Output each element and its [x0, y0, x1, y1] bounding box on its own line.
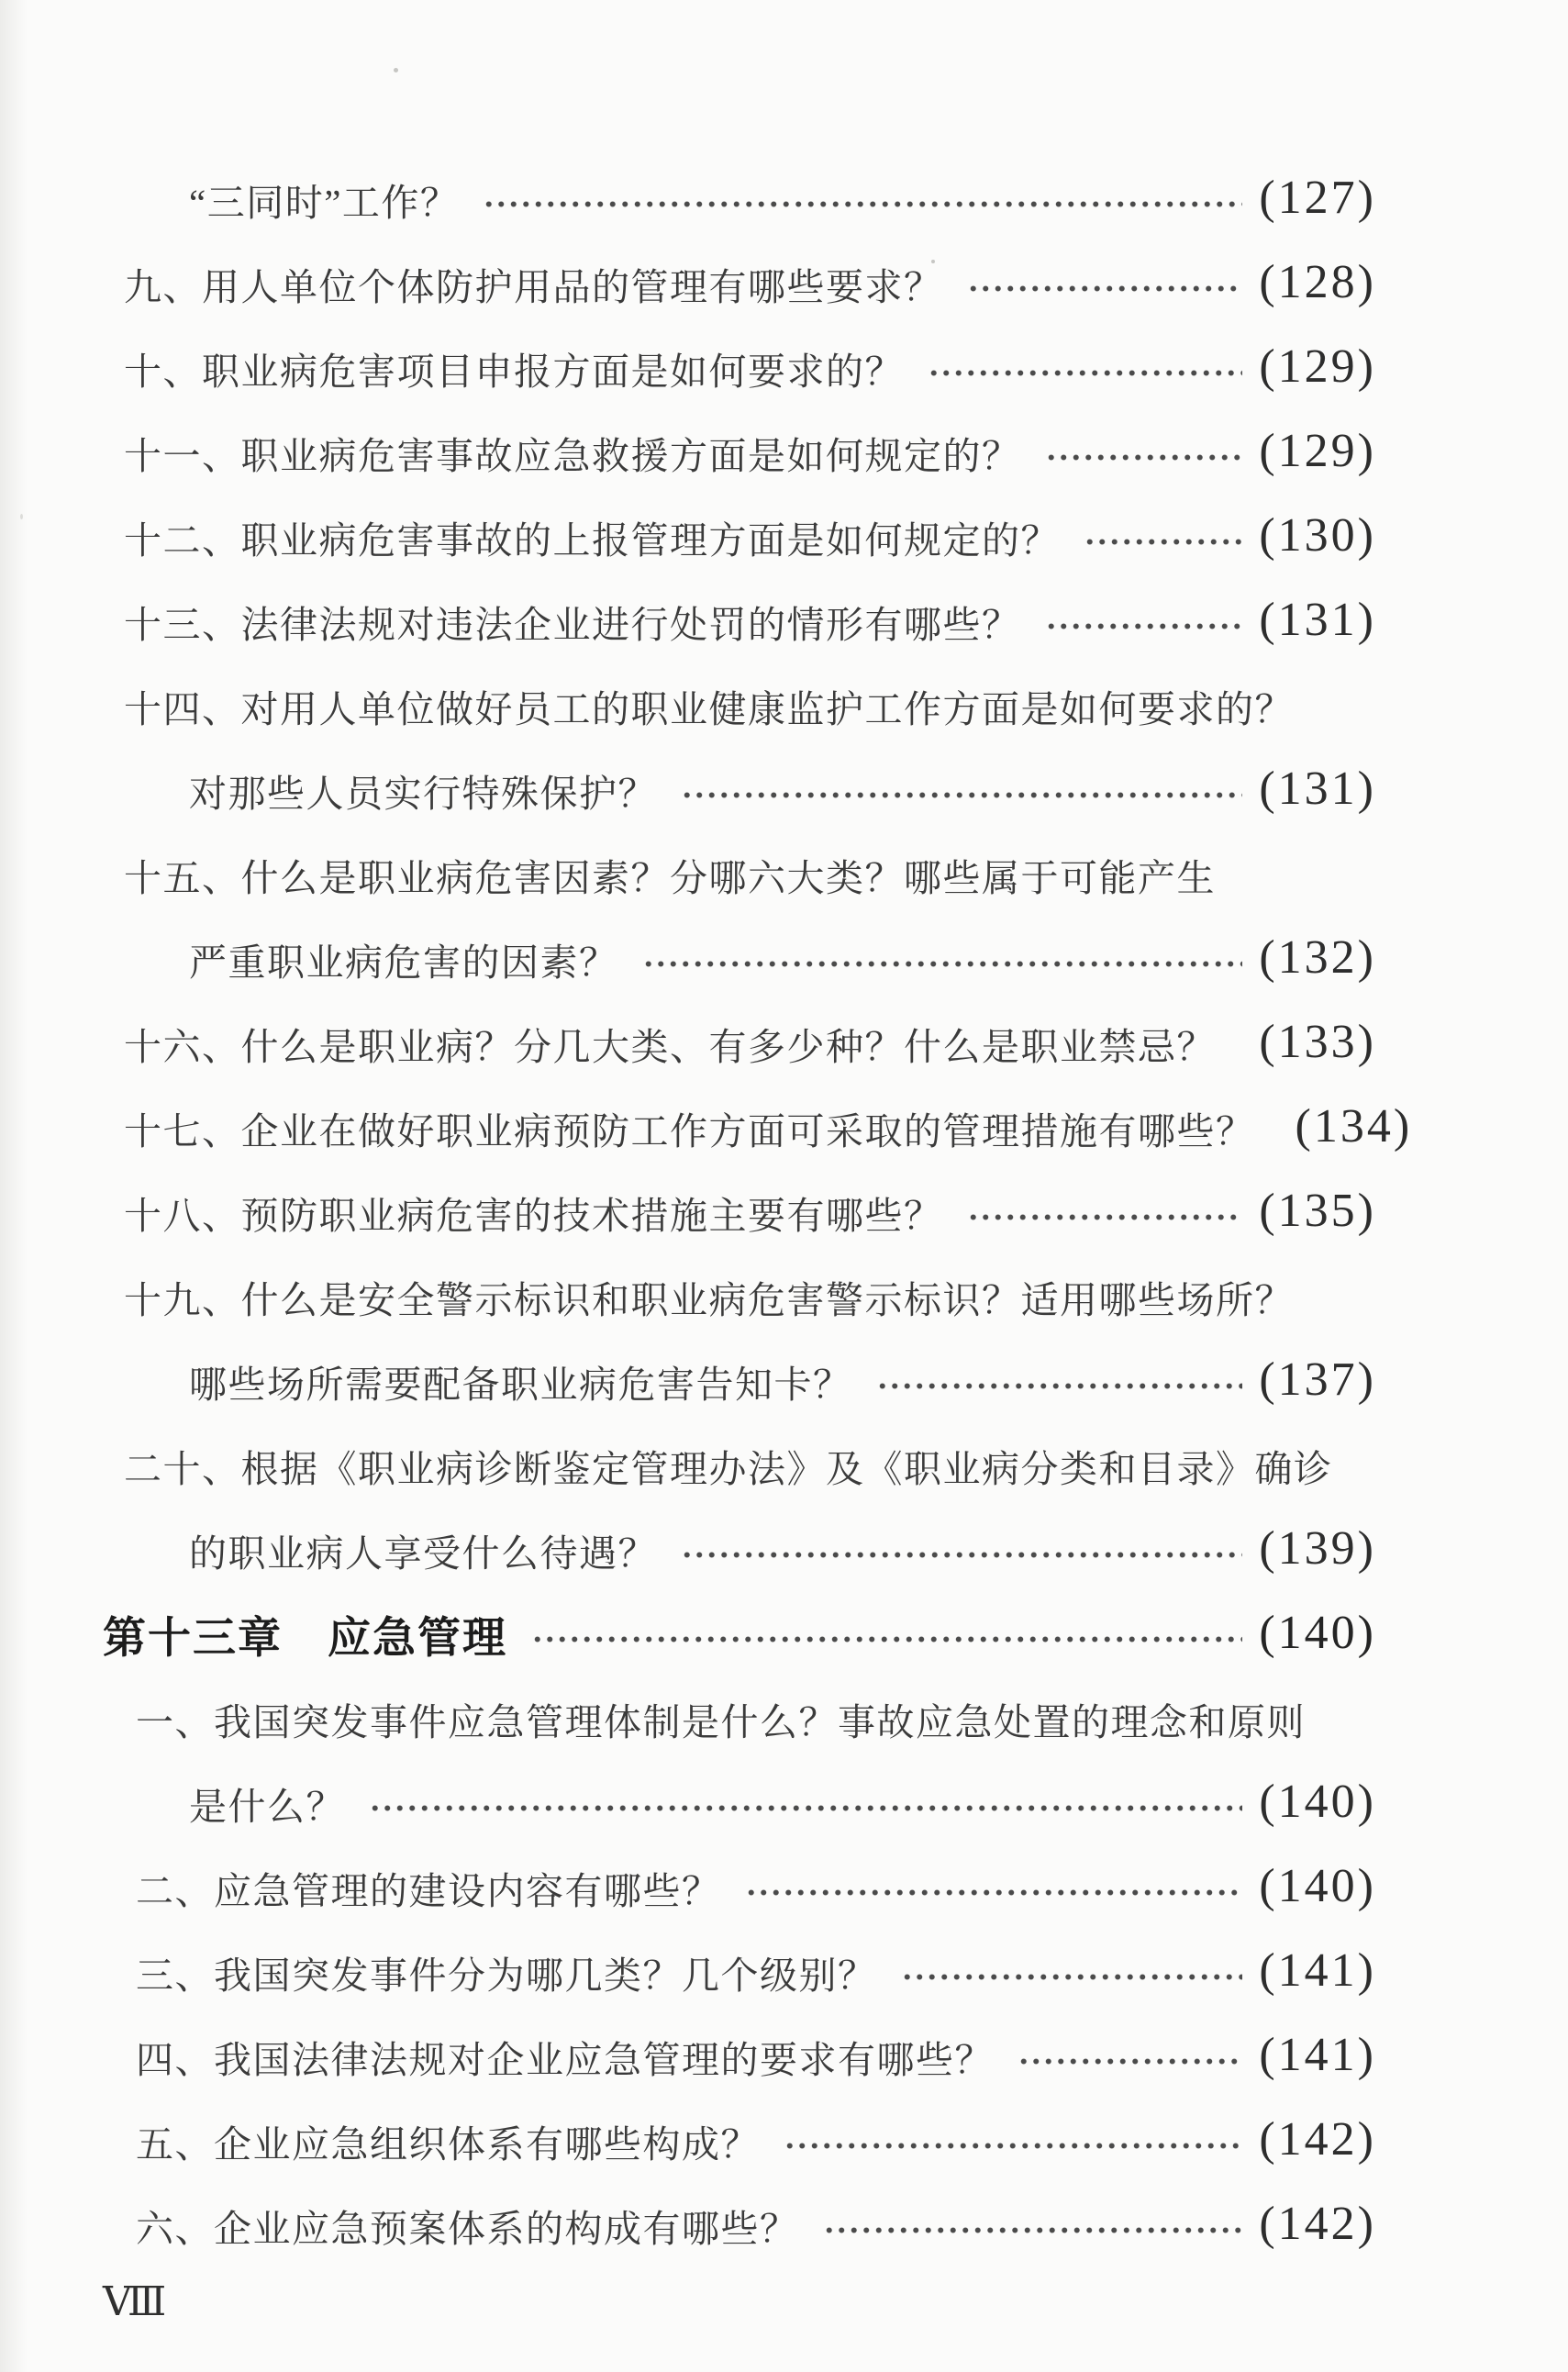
- toc-entry-text: 十一、职业病危害事故应急救援方面是如何规定的？: [124, 434, 1021, 477]
- page-number: (127): [1259, 171, 1376, 224]
- toc-entry-text: 四、我国法律法规对企业应急管理的要求有哪些？: [136, 2038, 994, 2081]
- toc-entry-text: 十、职业病危害项目申报方面是如何要求的？: [124, 350, 904, 393]
- toc-entry-text: 哪些场所需要配备职业病危害告知卡？: [189, 1363, 852, 1406]
- page-number: (137): [1259, 1353, 1376, 1406]
- toc-entry-row: [0, 1423, 1568, 1508]
- dot-leader: [369, 1802, 1242, 1814]
- page-number: (140): [1259, 1859, 1376, 1912]
- toc-entry-row: [0, 1086, 1568, 1170]
- toc-entry-row: [0, 326, 1568, 410]
- dot-leader: [823, 2224, 1243, 2236]
- toc-entry-row: [0, 2183, 1568, 2267]
- toc-entry-text: 十四、对用人单位做好员工的职业健康监护工作方面是如何要求的？: [124, 687, 1294, 730]
- toc-entry-row: [0, 157, 1568, 241]
- toc-entry-row: [0, 1761, 1568, 1845]
- toc-entry-text: 十三、法律法规对违法企业进行处罚的情形有哪些？: [124, 603, 1021, 646]
- toc-entry-text: 九、用人单位个体防护用品的管理有哪些要求？: [124, 265, 943, 308]
- page-footer-number: Ⅷ: [103, 2279, 167, 2324]
- page-number: (131): [1259, 762, 1376, 815]
- toc-entry-text: 一、我国突发事件应急管理体制是什么？事故应急处置的理念和原则: [136, 1700, 1306, 1743]
- toc-entry-text: 五、企业应急组织体系有哪些构成？: [136, 2122, 760, 2166]
- toc-entry-text: “三同时”工作？: [189, 181, 460, 224]
- toc-entry-row: [0, 1001, 1568, 1086]
- dot-leader: [681, 1549, 1242, 1561]
- dot-leader: [642, 958, 1243, 970]
- toc-entry-text: 十六、什么是职业病？分几大类、有多少种？什么是职业禁忌？: [124, 1025, 1216, 1068]
- dot-leader: [1045, 451, 1243, 463]
- toc-entry-row: [0, 832, 1568, 917]
- page-number: (131): [1259, 593, 1376, 646]
- dot-leader: [928, 367, 1242, 379]
- toc-entry-text: 十七、企业在做好职业病预防工作方面可采取的管理措施有哪些？: [124, 1109, 1255, 1153]
- toc-chapter-row: [0, 1592, 1568, 1676]
- dot-leader: [901, 1971, 1243, 1983]
- dot-leader: [531, 1633, 1242, 1645]
- toc-entry-row: [0, 1508, 1568, 1592]
- toc-entry-text: 二十、根据《职业病诊断鉴定管理办法》及《职业病分类和目录》确诊: [124, 1447, 1333, 1490]
- toc-entry-text: 十八、预防职业病危害的技术措施主要有哪些？: [124, 1194, 943, 1237]
- toc-entry-row: [0, 241, 1568, 326]
- page-number: (133): [1259, 1015, 1376, 1068]
- toc-entry-row: [0, 1339, 1568, 1423]
- page-number: (130): [1259, 508, 1376, 562]
- toc-entry-row: [0, 410, 1568, 495]
- toc-entry-row: [0, 2014, 1568, 2099]
- dot-leader: [681, 789, 1242, 801]
- toc-entry-row: [0, 1930, 1568, 2014]
- dot-leader: [1018, 2055, 1242, 2067]
- toc-entry-row: [0, 1254, 1568, 1339]
- dot-leader: [745, 1887, 1243, 1899]
- dot-leader: [1240, 1042, 1242, 1054]
- dot-leader: [967, 283, 1243, 295]
- toc-entry-text: 第十三章 应急管理: [103, 1614, 507, 1663]
- toc-entry-text: 三、我国突发事件分为哪几类？几个级别？: [136, 1954, 877, 1997]
- toc-entry-text: 十二、职业病危害事故的上报管理方面是如何规定的？: [124, 518, 1060, 562]
- toc-entry-text: 的职业病人享受什么待遇？: [189, 1531, 657, 1575]
- page-number: (140): [1259, 1775, 1376, 1828]
- toc-entry-row: [0, 663, 1568, 748]
- page-number: (142): [1259, 2112, 1376, 2166]
- dot-leader: [1084, 536, 1242, 548]
- dot-leader: [967, 1211, 1243, 1223]
- toc-entry-row: [0, 579, 1568, 663]
- page-number: (141): [1259, 2028, 1376, 2081]
- page-number: (134): [1295, 1099, 1413, 1153]
- page-number: (140): [1259, 1606, 1376, 1659]
- dot-leader: [483, 198, 1242, 210]
- page-number: (128): [1259, 255, 1376, 308]
- page-number: (139): [1259, 1521, 1376, 1575]
- toc-entry-row: [0, 917, 1568, 1001]
- toc-entry-text: 十九、什么是安全警示标识和职业病危害警示标识？适用哪些场所？: [124, 1278, 1294, 1321]
- page-number: (129): [1259, 340, 1376, 393]
- toc-entry-row: [0, 748, 1568, 832]
- page-number: (142): [1259, 2197, 1376, 2250]
- toc-entry-row: [0, 495, 1568, 579]
- toc-entry-row: [0, 1170, 1568, 1254]
- page-number: (141): [1259, 1943, 1376, 1997]
- page-number: (132): [1259, 930, 1376, 984]
- toc-entry-text: 十五、什么是职业病危害因素？分哪六大类？哪些属于可能产生: [124, 856, 1216, 899]
- toc-entry-row: [0, 2099, 1568, 2183]
- dot-leader: [1045, 620, 1243, 632]
- dot-leader: [784, 2140, 1242, 2152]
- toc-entry-text: 是什么？: [189, 1785, 345, 1828]
- toc-entry-text: 六、企业应急预案体系的构成有哪些？: [136, 2207, 799, 2250]
- page-number: (135): [1259, 1184, 1376, 1237]
- toc-entry-row: [0, 1676, 1568, 1761]
- toc-entry-text: 二、应急管理的建设内容有哪些？: [136, 1869, 721, 1912]
- toc-entry-text: 对那些人员实行特殊保护？: [189, 772, 657, 815]
- dot-leader: [876, 1380, 1243, 1392]
- page-number: (129): [1259, 424, 1376, 477]
- toc-entry-row: [0, 1845, 1568, 1930]
- toc-entry-text: 严重职业病危害的因素？: [189, 941, 618, 984]
